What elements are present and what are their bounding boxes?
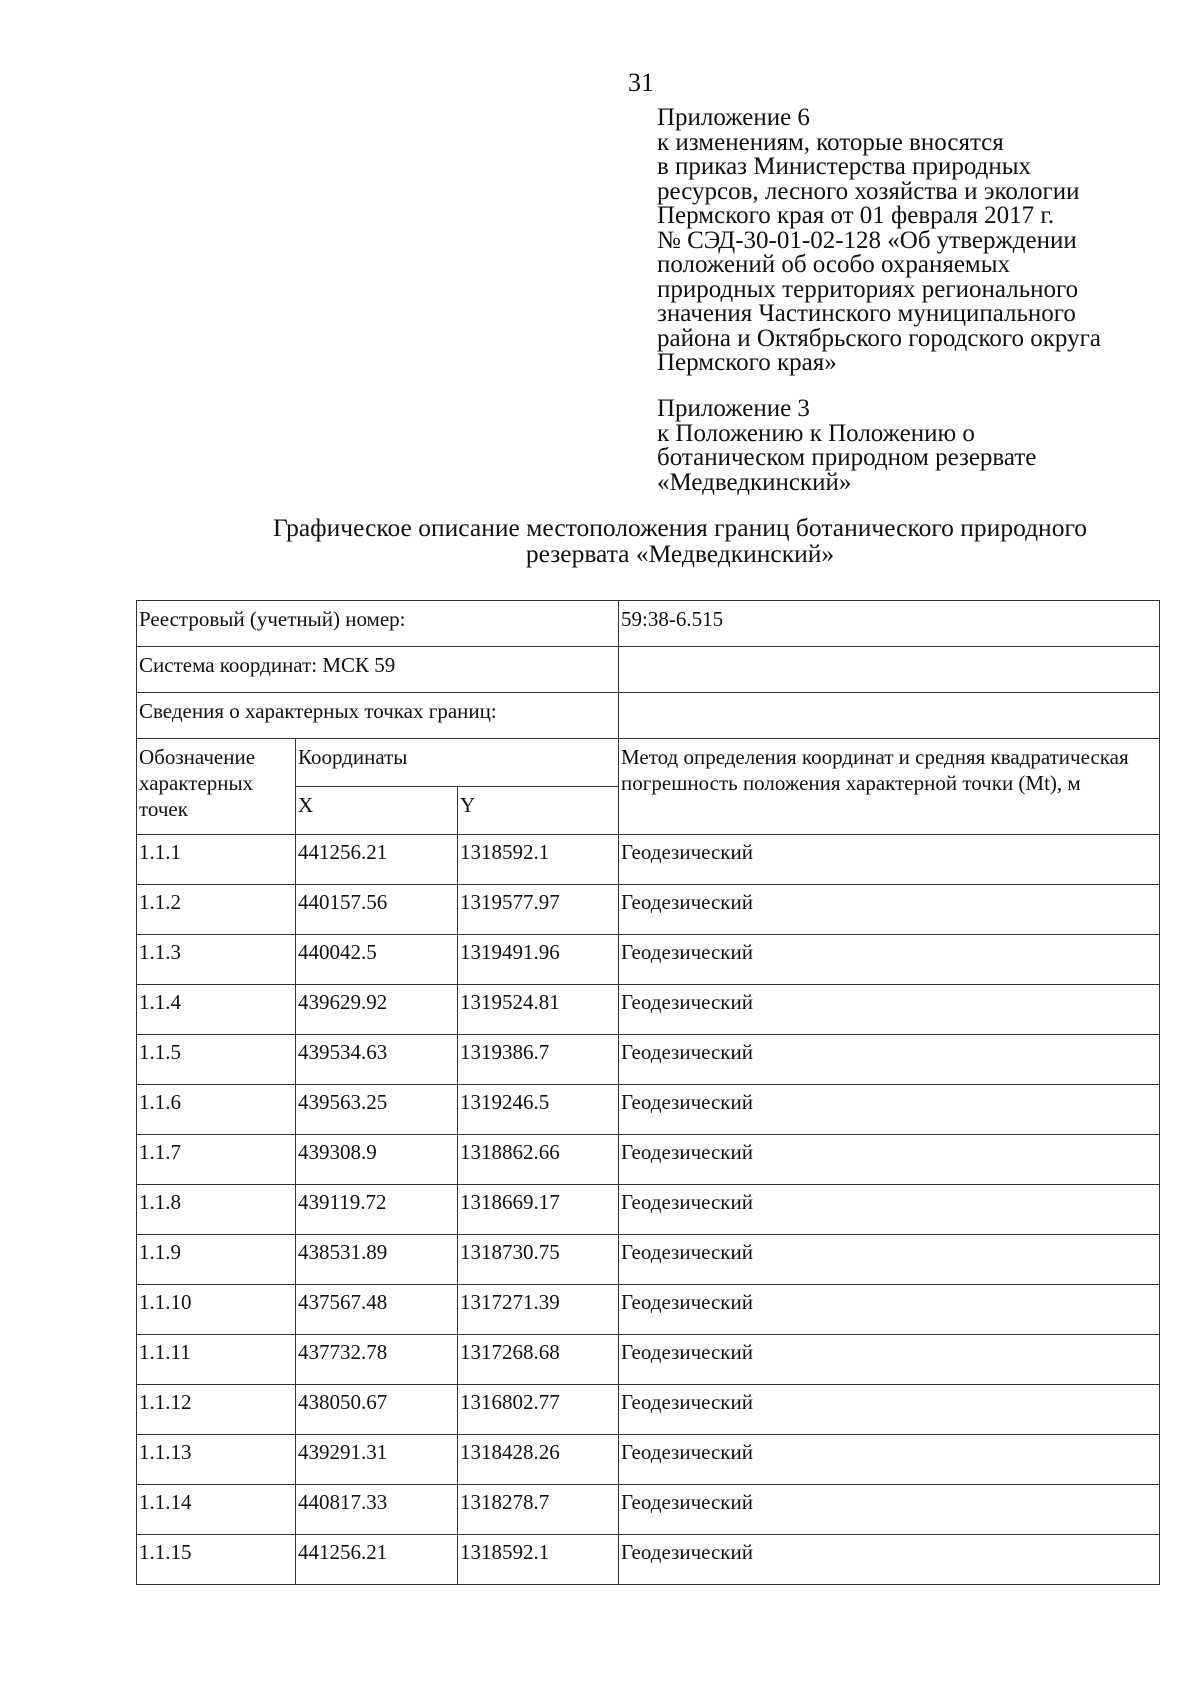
method-cell: Геодезический bbox=[619, 1085, 1160, 1135]
x-cell: 441256.21 bbox=[296, 1535, 458, 1585]
annex-3-line: к Положению к Положению о bbox=[657, 419, 975, 447]
point-cell: 1.1.13 bbox=[137, 1435, 296, 1485]
table-row bbox=[137, 1485, 1160, 1535]
y-cell: 1318592.1 bbox=[458, 1535, 619, 1585]
x-cell: 440042.5 bbox=[296, 935, 458, 985]
coord-system-label: Система координат: МСК 59 bbox=[137, 647, 619, 693]
x-cell: 439534.63 bbox=[296, 1035, 458, 1085]
y-cell: 1319491.96 bbox=[458, 935, 619, 985]
y-cell: 1318669.17 bbox=[458, 1185, 619, 1235]
method-cell: Геодезический bbox=[619, 1535, 1160, 1585]
point-cell: 1.1.10 bbox=[137, 1285, 296, 1335]
points-info-row bbox=[137, 693, 1160, 739]
table-row bbox=[137, 1435, 1160, 1485]
point-cell: 1.1.2 bbox=[137, 885, 296, 935]
table-row bbox=[137, 1035, 1160, 1085]
y-cell: 1318730.75 bbox=[458, 1235, 619, 1285]
x-cell: 439629.92 bbox=[296, 985, 458, 1035]
annex-6-header bbox=[657, 106, 1177, 376]
method-cell: Геодезический bbox=[619, 885, 1160, 935]
y-cell: 1319524.81 bbox=[458, 985, 619, 1035]
annex-3-line: Приложение 3 bbox=[657, 395, 810, 422]
annex-6-line: природных территориях регионального bbox=[657, 275, 1079, 303]
y-cell: 1318428.26 bbox=[458, 1435, 619, 1485]
y-cell: 1319386.7 bbox=[458, 1035, 619, 1085]
table-row bbox=[137, 1285, 1160, 1335]
point-cell: 1.1.14 bbox=[137, 1485, 296, 1535]
table-row bbox=[137, 1185, 1160, 1235]
annex-6-line: к изменениям, которые вносятся bbox=[657, 128, 1004, 156]
designation-header: Обозначение характерных точек bbox=[137, 739, 296, 835]
x-cell: 437567.48 bbox=[296, 1285, 458, 1335]
points-info-value bbox=[619, 693, 1160, 739]
point-cell: 1.1.1 bbox=[137, 835, 296, 885]
x-cell: 437732.78 bbox=[296, 1335, 458, 1385]
table-row bbox=[137, 1335, 1160, 1385]
annex-6-line: Приложение 6 bbox=[657, 104, 810, 131]
table-row bbox=[137, 935, 1160, 985]
method-cell: Геодезический bbox=[619, 1135, 1160, 1185]
x-cell: 440817.33 bbox=[296, 1485, 458, 1535]
point-cell: 1.1.8 bbox=[137, 1185, 296, 1235]
annex-3-line: «Медведкинский» bbox=[657, 468, 852, 496]
x-cell: 439291.31 bbox=[296, 1435, 458, 1485]
point-cell: 1.1.5 bbox=[137, 1035, 296, 1085]
table-row bbox=[137, 835, 1160, 885]
coordinates-table bbox=[136, 600, 1160, 1585]
table-row bbox=[137, 1085, 1160, 1135]
table-row bbox=[137, 885, 1160, 935]
annex-6-line: ресурсов, лесного хозяйства и экологии bbox=[657, 177, 1080, 205]
table-row bbox=[137, 1385, 1160, 1435]
coordinates-header: Координаты bbox=[296, 739, 619, 787]
y-cell: 1317271.39 bbox=[458, 1285, 619, 1335]
method-cell: Геодезический bbox=[619, 1385, 1160, 1435]
table-row bbox=[137, 1135, 1160, 1185]
method-cell: Геодезический bbox=[619, 835, 1160, 885]
method-cell: Геодезический bbox=[619, 1435, 1160, 1485]
x-cell: 439308.9 bbox=[296, 1135, 458, 1185]
method-cell: Геодезический bbox=[619, 1335, 1160, 1385]
y-cell: 1319246.5 bbox=[458, 1085, 619, 1135]
annex-3-header bbox=[657, 397, 1177, 495]
document-title-line: Графическое описание местоположения границ ботанического природного bbox=[272, 513, 1088, 542]
annex-6-line: района и Октябрьского городского округа bbox=[657, 324, 1101, 352]
x-cell: 440157.56 bbox=[296, 885, 458, 935]
method-cell: Геодезический bbox=[619, 1235, 1160, 1285]
method-cell: Геодезический bbox=[619, 985, 1160, 1035]
y-cell: 1319577.97 bbox=[458, 885, 619, 935]
y-cell: 1318862.66 bbox=[458, 1135, 619, 1185]
point-cell: 1.1.12 bbox=[137, 1385, 296, 1435]
table-row bbox=[137, 985, 1160, 1035]
point-cell: 1.1.15 bbox=[137, 1535, 296, 1585]
point-cell: 1.1.4 bbox=[137, 985, 296, 1035]
point-cell: 1.1.7 bbox=[137, 1135, 296, 1185]
annex-6-line: № СЭД-30-01-02-128 «Об утверждении bbox=[657, 226, 1077, 254]
registry-label: Реестровый (учетный) номер: bbox=[137, 601, 619, 647]
coord-system-row bbox=[137, 647, 1160, 693]
method-header: Метод определения координат и средняя квадратическая погрешность положения характерной точки (Mt), м bbox=[619, 739, 1160, 835]
page-number: 31 bbox=[628, 68, 654, 97]
method-cell: Геодезический bbox=[619, 1035, 1160, 1085]
point-cell: 1.1.6 bbox=[137, 1085, 296, 1135]
point-cell: 1.1.9 bbox=[137, 1235, 296, 1285]
x-cell: 438050.67 bbox=[296, 1385, 458, 1435]
y-cell: 1318278.7 bbox=[458, 1485, 619, 1535]
annex-6-line: Пермского края от 01 февраля 2017 г. bbox=[657, 202, 1055, 229]
y-header: Y bbox=[458, 787, 619, 835]
table-row bbox=[137, 1235, 1160, 1285]
table-row bbox=[137, 1535, 1160, 1585]
method-cell: Геодезический bbox=[619, 1285, 1160, 1335]
point-cell: 1.1.11 bbox=[137, 1335, 296, 1385]
points-info-label: Сведения о характерных точках границ: bbox=[137, 693, 619, 739]
method-cell: Геодезический bbox=[619, 1485, 1160, 1535]
x-header: X bbox=[296, 787, 458, 835]
method-cell: Геодезический bbox=[619, 935, 1160, 985]
document-title bbox=[180, 515, 1180, 567]
annex-6-line: в приказ Министерства природных bbox=[657, 153, 1032, 180]
coord-system-value bbox=[619, 647, 1160, 693]
y-cell: 1316802.77 bbox=[458, 1385, 619, 1435]
column-header-row bbox=[137, 739, 1160, 787]
registry-value: 59:38-6.515 bbox=[619, 601, 1160, 647]
point-cell: 1.1.3 bbox=[137, 935, 296, 985]
y-cell: 1318592.1 bbox=[458, 835, 619, 885]
y-cell: 1317268.68 bbox=[458, 1335, 619, 1385]
x-cell: 441256.21 bbox=[296, 835, 458, 885]
registry-row bbox=[137, 601, 1160, 647]
x-cell: 439119.72 bbox=[296, 1185, 458, 1235]
x-cell: 439563.25 bbox=[296, 1085, 458, 1135]
document-title-line: резервата «Медведкинский» bbox=[525, 539, 835, 568]
annex-3-line: ботаническом природном резервате bbox=[657, 444, 1037, 471]
annex-6-line: Пермского края» bbox=[657, 349, 837, 376]
x-cell: 438531.89 bbox=[296, 1235, 458, 1285]
method-cell: Геодезический bbox=[619, 1185, 1160, 1235]
annex-6-line: значения Частинского муниципального bbox=[657, 300, 1076, 327]
annex-6-line: положений об особо охраняемых bbox=[657, 251, 1011, 278]
